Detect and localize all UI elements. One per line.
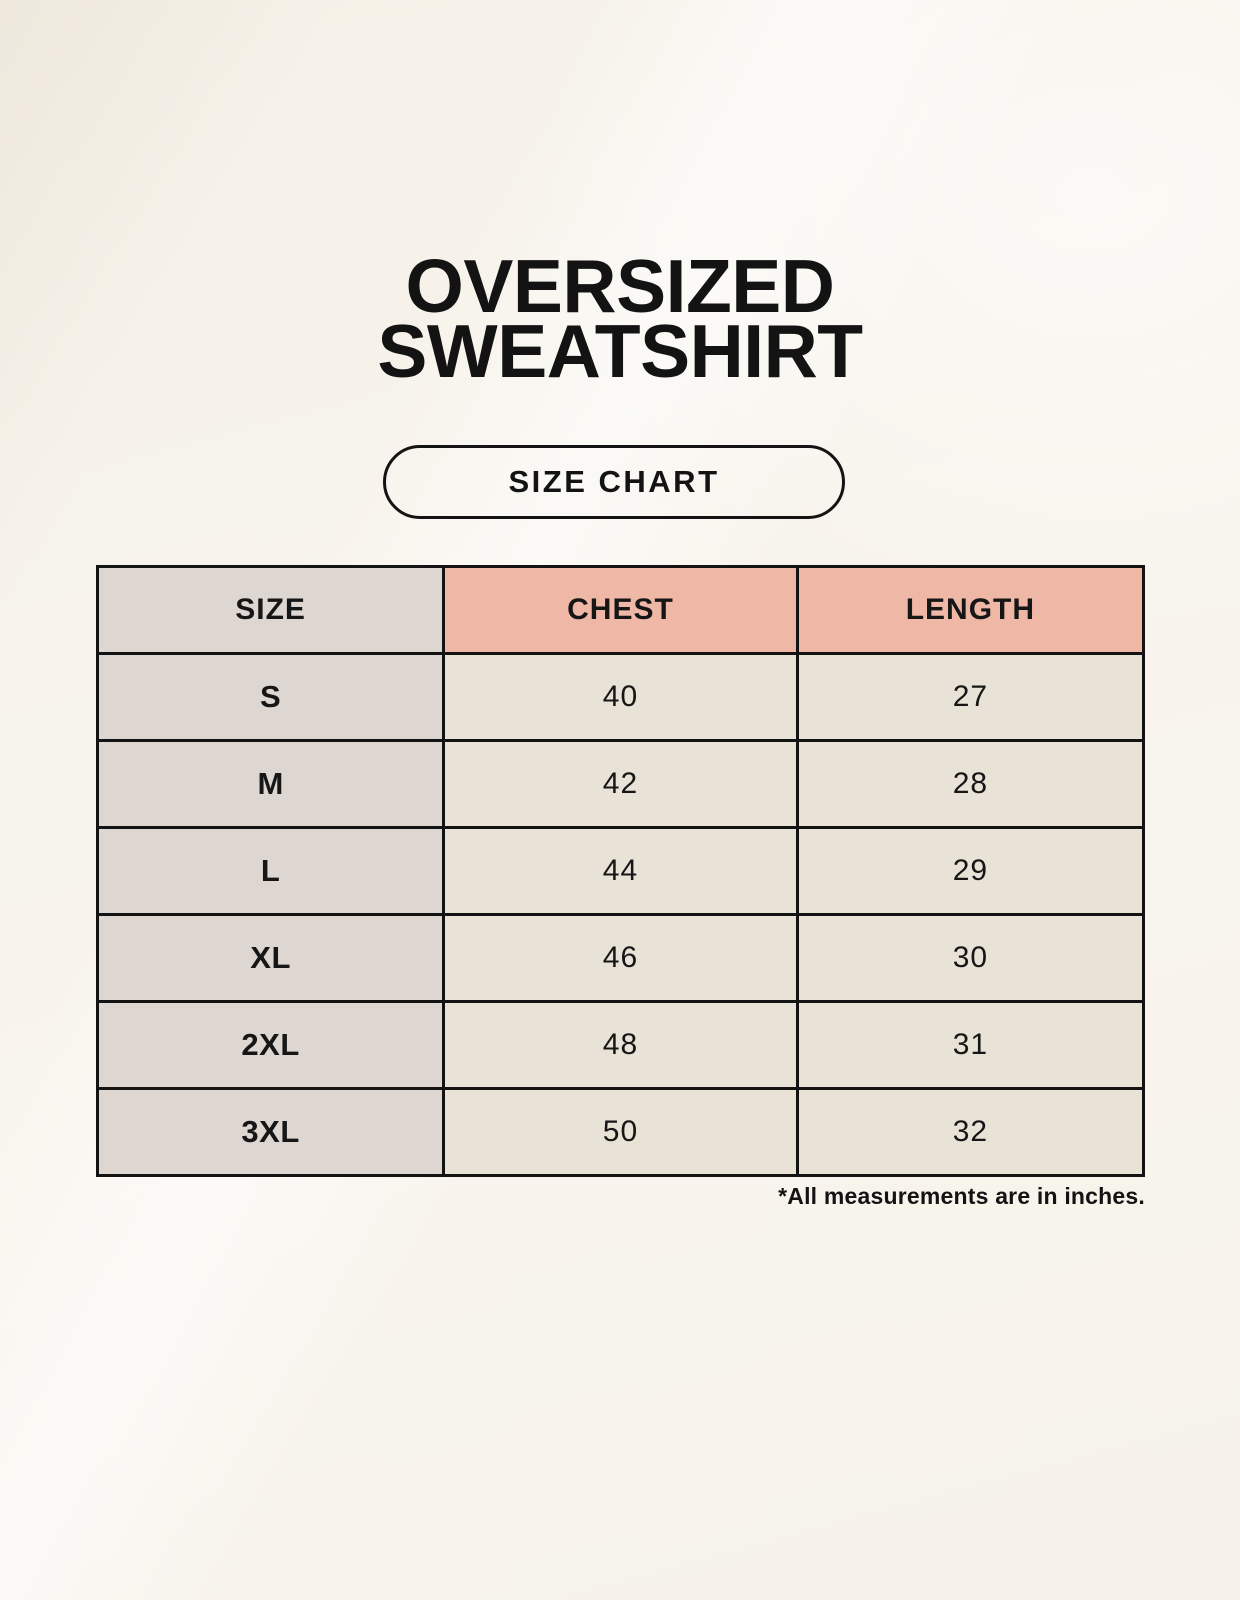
table-row-3xl — [98, 1089, 1144, 1176]
table-row-m — [98, 741, 1144, 828]
measurements-note: *All measurements are in inches. — [778, 1183, 1145, 1209]
table-row-l — [98, 828, 1144, 915]
table-row-2xl — [98, 1002, 1144, 1089]
page-title — [0, 244, 1240, 393]
header-row — [98, 567, 1144, 654]
size-cell: L — [98, 828, 444, 915]
chest-cell: 42 — [444, 741, 798, 828]
chest-cell: 40 — [444, 654, 798, 741]
length-cell: 31 — [797, 1002, 1143, 1089]
length-cell: 30 — [797, 915, 1143, 1002]
size-chart-button[interactable] — [383, 445, 845, 519]
size-cell: S — [98, 654, 444, 741]
length-cell: 28 — [797, 741, 1143, 828]
length-cell: 29 — [797, 828, 1143, 915]
table-row-s — [98, 654, 1144, 741]
column-header-size: SIZE — [98, 567, 444, 654]
column-header-chest: CHEST — [444, 567, 798, 654]
chest-cell: 50 — [444, 1089, 798, 1176]
length-cell: 27 — [797, 654, 1143, 741]
chest-cell: 48 — [444, 1002, 798, 1089]
table-body — [98, 654, 1144, 1176]
page-title-line-1: OVERSIZED — [405, 244, 835, 328]
chest-cell: 44 — [444, 828, 798, 915]
size-chart-table — [96, 565, 1145, 1177]
table-row-xl — [98, 915, 1144, 1002]
size-cell: XL — [98, 915, 444, 1002]
size-cell: 2XL — [98, 1002, 444, 1089]
size-cell: 3XL — [98, 1089, 444, 1176]
length-cell: 32 — [797, 1089, 1143, 1176]
chest-cell: 46 — [444, 915, 798, 1002]
table-header — [98, 567, 1144, 654]
page-title-line-2: SWEATSHIRT — [377, 309, 863, 393]
column-header-length: LENGTH — [797, 567, 1143, 654]
size-chart-button-label: SIZE CHART — [508, 464, 720, 499]
size-cell: M — [98, 741, 444, 828]
